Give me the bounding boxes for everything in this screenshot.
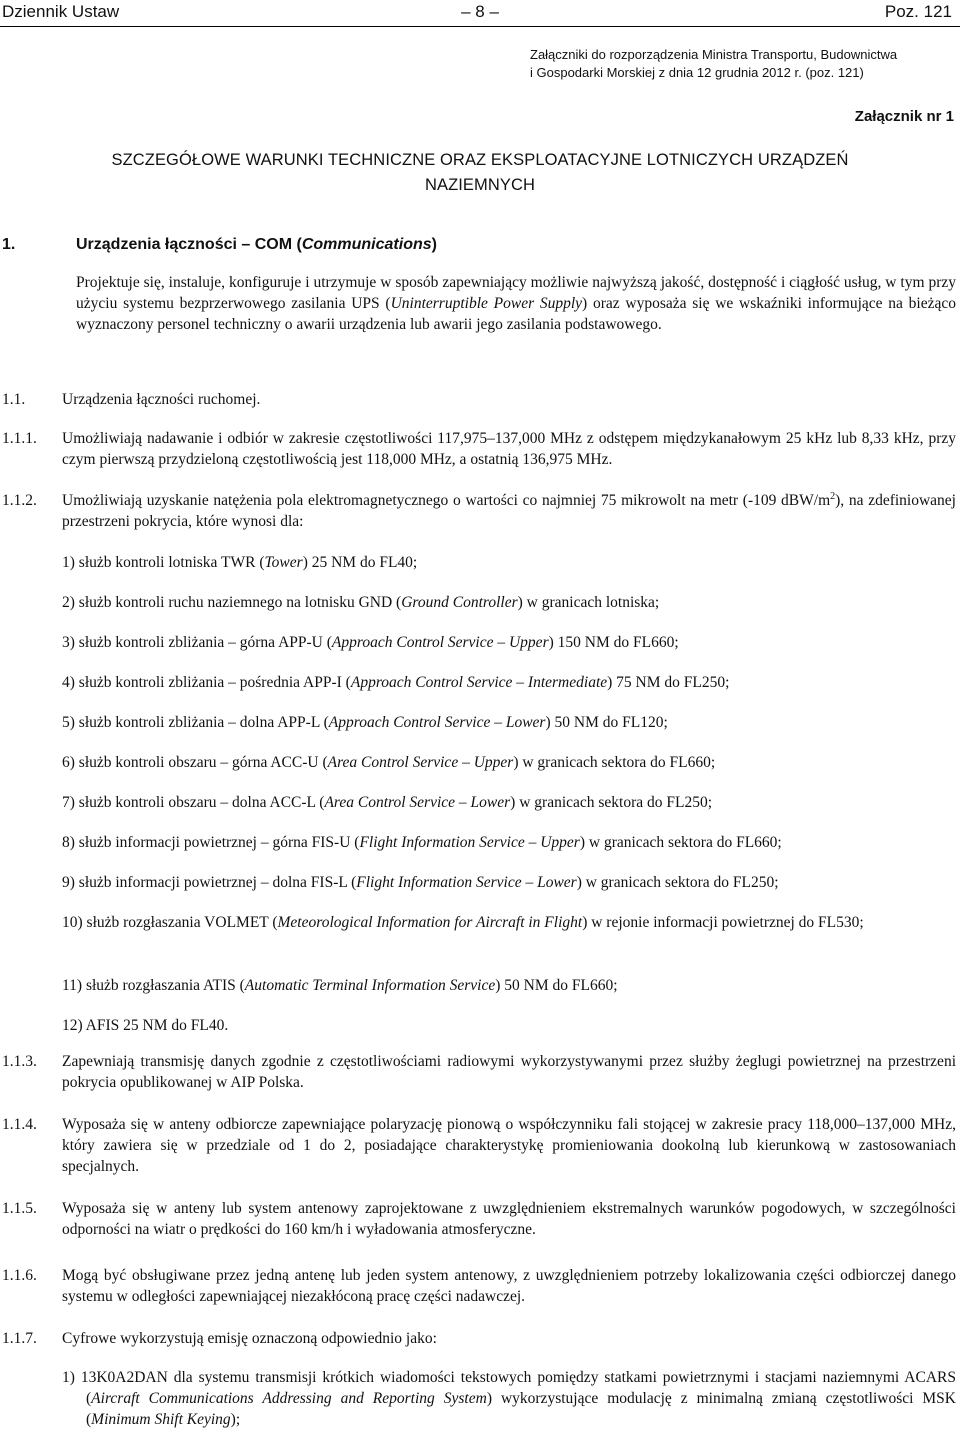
annex-reference-line: Załączniki do rozporządzenia Ministra Transportu, Budownictwa [530,47,898,62]
clause-number: 1.1.1. [2,430,37,447]
list-item: 8) służb informacji powietrznej – górna FIS-U (Flight Information Service – Upper) w granicach sektora do FL660; [62,834,782,851]
position-number: Poz. 121 [884,2,952,21]
clause-text: Cyfrowe wykorzystują emisję oznaczoną odpowiednio jako: [62,1330,437,1347]
clause-number: 1.1.3. [2,1053,37,1070]
clause-number: 1.1.2. [2,492,37,509]
list-item: 1) 13K0A2DAN dla systemu transmisji krótkich wiadomości tekstowych pomiędzy statkami powietrznymi i stacjami naziemnymi ACARS (Aircraft Communications Addressing and Reporting System) wykorzystujące modulację z minimalną zmianą częstotliwości MSK (Minimum Shift Keying); [62,1369,956,1428]
list-item: 1) służb kontroli lotniska TWR (Tower) 25 NM do FL40; [62,554,418,571]
list-item: 12) AFIS 25 NM do FL40. [62,1017,229,1034]
clause-text: Umożliwiają nadawanie i odbiór w zakresie częstotliwości 117,975–137,000 MHz z odstępem międzykanałowym 25 kHz lub 8,33 kHz, przy czym pierwszą przydzieloną częstotliwością jest 118,000 MHz, a ostatnią 136,975 MHz. [62,430,956,468]
clause-number: 1.1. [2,391,26,408]
title-line: NAZIEMNYCH [424,176,536,194]
list-item: 7) służb kontroli obszaru – dolna ACC-L (Area Control Service – Lower) w granicach sektora do FL250; [62,794,713,811]
list-item: 4) służb kontroli zbliżania – pośrednia APP-I (Approach Control Service – Intermediate) 75 NM do FL250; [62,674,730,691]
clause-text: Wyposaża się w anteny odbiorcze zapewniające polaryzację pionową o współczynniku fali stojącej w zakresie pracy 118,000–137,000 MHz, który zawiera się w przedziale od 1 do 2, posiadające charakterystykę promieniowania dookolną lub kierunkową w zastosowaniach specjalnych. [62,1116,956,1175]
list-item: 6) służb kontroli obszaru – górna ACC-U (Area Control Service – Upper) w granicach sektora do FL660; [62,754,716,771]
clause-text: Urządzenia łączności ruchomej. [62,391,261,408]
journal-name: Dziennik Ustaw [2,2,120,21]
clause-number: 1.1.6. [2,1267,37,1284]
page-number: – 8 – [461,2,499,21]
clause-number: 1.1.4. [2,1116,37,1133]
clause-text: Umożliwiają uzyskanie natężenia pola elektromagnetycznego o wartości co najmniej 75 mikrowolt na metr (-109 dBW/$m^2$), na zdefiniowanej przestrzeni pokrycia, które wynosi dla: [62,490,956,530]
annex-reference [530,46,954,82]
section-number: 1. [2,236,16,253]
intro-paragraph: Projektuje się, instaluje, konfiguruje i utrzymuje w sposób zapewniający możliwie najwyższą jakość, dostępność i ciągłość usług, w tym przy użyciu systemu bezprzerwowego zasilania UPS (Uninterruptible Power Supply) oraz wyposaża się we wskaźniki informujące na bieżąco wyznaczony personel techniczny o awarii urządzenia lub awarii jego zasilania podstawowego. [76,274,957,333]
annex-reference-line: i Gospodarki Morskiej z dnia 12 grudnia 2012 r. (poz. 121) [530,65,864,80]
document-title [0,148,960,198]
title-line: SZCZEGÓŁOWE WARUNKI TECHNICZNE ORAZ EKSPLOATACYJNE LOTNICZYCH URZĄDZEŃ [111,151,849,169]
clause-text: Zapewniają transmisję danych zgodnie z częstotliwościami radiowymi wykorzystywanymi przez służby żeglugi powietrznej na przestrzeni pokrycia opublikowanej w AIP Polska. [62,1053,956,1091]
list-item: 2) służb kontroli ruchu naziemnego na lotnisku GND (Ground Controller) w granicach lotniska; [62,594,660,611]
list-item: 3) służb kontroli zbliżania – górna APP-U (Approach Control Service – Upper) 150 NM do FL660; [62,634,679,651]
clause-number: 1.1.7. [2,1330,37,1347]
page-header [0,0,960,27]
clause-text: Wyposaża się w anteny lub system antenowy zaprojektowane z uwzględnieniem ekstremalnych warunków pogodowych, w szczególności odporności na wiatr o prędkości do 160 km/h i wyładowania atmosferyczne. [62,1200,956,1238]
list-item: 5) służb kontroli zbliżania – dolna APP-L (Approach Control Service – Lower) 50 NM do FL120; [62,714,668,731]
clause-text: Mogą być obsługiwane przez jedną antenę lub jeden system antenowy, z uwzględnieniem potrzeby lokalizowania części odbiorczej danego systemu w odległości zapewniającej niezakłóconą pracę części nadawczej. [62,1267,956,1305]
section-title: Urządzenia łączności – COM (Communications) [76,236,437,253]
list-item: 10) służb rozgłaszania VOLMET (Meteorological Information for Aircraft in Flight) w rejonie informacji powietrznej do FL530; [62,914,864,931]
annex-number: Załącznik nr 1 [854,108,954,125]
clause-number: 1.1.5. [2,1200,37,1217]
list-item: 9) służb informacji powietrznej – dolna FIS-L (Flight Information Service – Lower) w granicach sektora do FL250; [62,874,779,891]
list-item: 11) służb rozgłaszania ATIS (Automatic Terminal Information Service) 50 NM do FL660; [62,977,618,994]
